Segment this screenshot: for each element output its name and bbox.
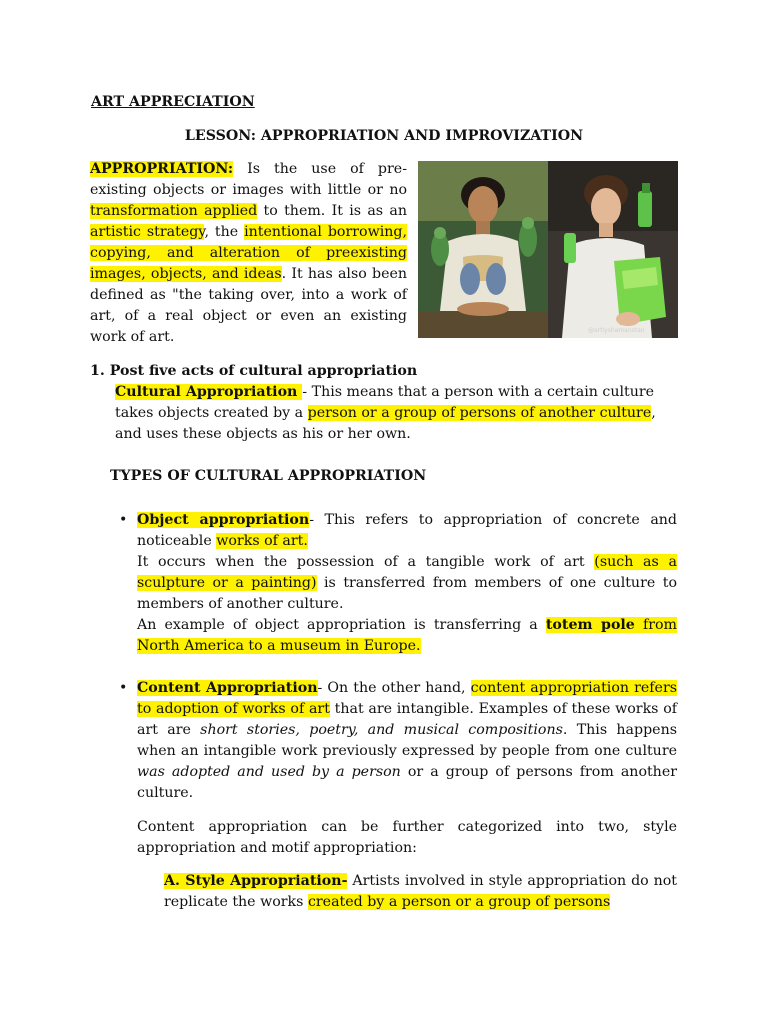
- content-appropriation-section: Content Appropriation- On the other hand, content appropriation refers to adoption of works of art that are intangible. Examples of these works of art are short stories, poetry, and musical compositions. This happens when an intangible work previously expressed by people from one culture was adopted and used by a person or a group of persons from another culture.: [137, 680, 678, 801]
- highlight-totem-pole: totem pole: [545, 617, 635, 633]
- content-appropriation-term: Content Appropriation: [137, 680, 318, 696]
- painting-illustration: [418, 161, 548, 338]
- highlight-artistic-strategy: artistic strategy: [90, 224, 205, 240]
- highlight-transformation: transformation applied: [90, 203, 258, 219]
- object-appropriation-term: Object appropriation: [137, 512, 310, 528]
- content-categories-paragraph: Content appropriation can be further categorized into two, style appropriation and motif appropriation:: [137, 819, 677, 856]
- cultural-appropriation-definition: Cultural Appropriation - This means that a person with a certain culture takes objects created by a person or a group of persons of another culture, and uses these objects as his or her own.: [115, 384, 656, 442]
- highlight-sculpture-painting: (such as a sculpture or a painting): [137, 554, 677, 591]
- document-title: ART APPRECIATION: [91, 94, 255, 110]
- bullet-object: •: [119, 512, 128, 528]
- highlight-created-by-person: created by a person or a group of persons: [307, 894, 611, 910]
- object-appropriation-section: [137, 510, 677, 657]
- photo-watermark: @artlyshamanstan: [588, 327, 645, 334]
- cultural-appropriation-term: Cultural Appropriation: [115, 384, 303, 400]
- object-appropriation-definition: Object appropriation- This refers to appropriation of concrete and noticeable works of art.: [137, 512, 677, 549]
- appropriation-term: APPROPRIATION:: [90, 161, 234, 177]
- appropriation-definition: APPROPRIATION: Is the use of pre-existing objects or images with little or no transformation applied to them. It is as an artistic strategy, the intentional borrowing, copying, and alteration of preexisting images, objects, and ideas. It has also been defined as "the taking over, into a work of art, of a real object or even an existing work of art.: [90, 161, 407, 345]
- highlight-content-appropriation: content appropriation refers to adoption of works of art: [137, 680, 678, 717]
- lesson-heading: LESSON: APPROPRIATION AND IMPROVIZATION: [184, 128, 584, 144]
- highlight-works-of-art: works of art.: [216, 533, 308, 549]
- recreation-illustration: [548, 161, 678, 338]
- style-appropriation-section: A. Style Appropriation- Artists involved in style appropriation do not replicate the works created by a person or a group of persons: [164, 873, 677, 910]
- painting-image: [418, 161, 548, 338]
- highlight-another-culture: person or a group of persons of another culture: [307, 405, 652, 421]
- highlight-intentional-borrowing: intentional borrowing, copying, and alteration of preexisting images, objects, and ideas: [90, 224, 407, 282]
- object-appropriation-occurs: It occurs when the possession of a tangible work of art (such as a sculpture or a painting) is transferred from members of one culture to members of another culture.: [137, 554, 677, 612]
- item-1-heading: 1. Post five acts of cultural appropriation: [90, 363, 418, 379]
- style-appropriation-term: A. Style Appropriation-: [164, 873, 348, 889]
- bullet-content: •: [119, 680, 128, 696]
- highlight-north-america: from North America to a museum in Europe.: [137, 617, 677, 654]
- object-appropriation-example: An example of object appropriation is transferring a totem pole from North America to a museum in Europe.: [137, 617, 677, 654]
- types-heading: TYPES OF CULTURAL APPROPRIATION: [110, 468, 427, 484]
- recreation-photo: [548, 161, 678, 338]
